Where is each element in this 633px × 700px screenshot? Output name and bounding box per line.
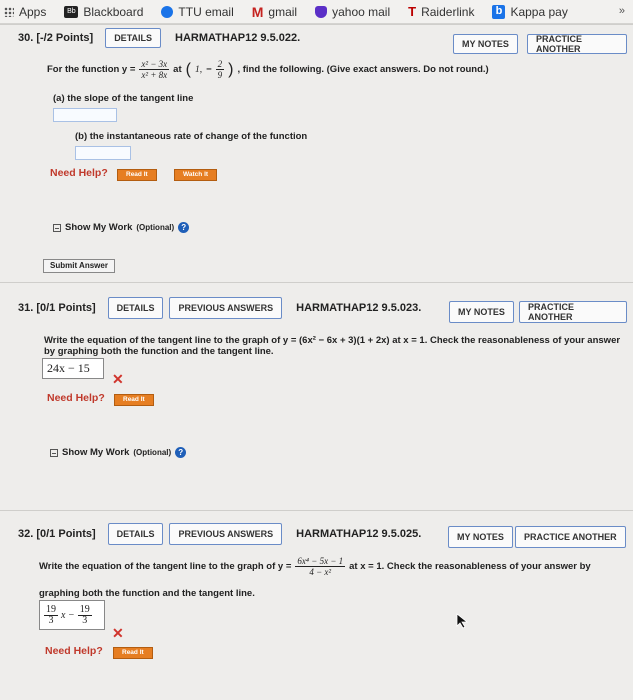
part-a-input[interactable] (53, 108, 117, 122)
details-button[interactable]: DETAILS (105, 28, 161, 48)
answer-input[interactable] (39, 600, 105, 630)
prompt-text: For the function y = (47, 64, 136, 75)
kappa-icon: b (492, 5, 505, 19)
bookmarks-bar (0, 0, 633, 24)
practice-another-button[interactable]: PRACTICE ANOTHER (527, 34, 627, 54)
yahoo-icon (315, 6, 327, 18)
show-work-label: Show My Work (62, 447, 130, 458)
bookmarks-overflow-chevron[interactable]: » (618, 5, 625, 17)
fraction-denominator: x² + 8x (141, 70, 168, 80)
read-it-button[interactable]: Read It (113, 647, 153, 659)
question-points: 32. [0/1 Points] (18, 528, 96, 540)
bookmark-blackboard[interactable] (64, 5, 143, 19)
read-it-button[interactable]: Read It (114, 394, 154, 406)
apps-grid-icon (4, 7, 14, 17)
fraction-denominator: 4 − x² (309, 567, 332, 577)
ttu-icon (161, 6, 173, 18)
my-notes-button[interactable]: MY NOTES (449, 301, 514, 323)
incorrect-x-icon: ✕ (112, 371, 124, 387)
function-fraction (139, 59, 169, 80)
fraction-denominator: 3 (48, 614, 54, 626)
prompt-text: at (173, 64, 182, 75)
bookmark-label: Raiderlink (421, 4, 475, 19)
bookmark-label: Kappa pay (510, 4, 568, 19)
fraction-numerator: 6x⁴ − 5x − 1 (297, 556, 344, 566)
bookmark-raiderlink[interactable] (408, 4, 474, 19)
bookmark-gmail[interactable] (252, 4, 297, 20)
part-b-input[interactable] (75, 146, 131, 160)
prompt-line: Write the equation of the tangent line to the graph of y = (6x² − 6x + 3)(1 + 2x) at x = 1. Check the reasonableness of your answer (44, 335, 621, 346)
show-work-label: Show My Work (65, 222, 133, 233)
question-32-header (18, 523, 421, 545)
watch-it-button[interactable]: Watch It (174, 169, 217, 181)
raiderlink-icon: T (408, 4, 417, 19)
need-help-label: Need Help? (50, 167, 108, 179)
my-notes-button[interactable]: MY NOTES (453, 34, 518, 54)
fraction-numerator: x² − 3x (141, 59, 168, 69)
question-30-panel (0, 24, 633, 282)
blackboard-icon: Bb (64, 6, 78, 18)
question-31-header (18, 297, 421, 319)
bookmark-kappa-pay[interactable] (492, 5, 567, 19)
bookmark-label: Blackboard (83, 4, 144, 19)
fraction-denominator: 9 (217, 70, 223, 80)
answer-input[interactable]: 24x − 15 (42, 358, 104, 379)
fraction-numerator: 19 (46, 603, 56, 615)
paren-close: ) (228, 60, 234, 78)
optional-label: (Optional) (133, 448, 172, 457)
my-notes-button[interactable]: MY NOTES (448, 526, 513, 548)
mouse-cursor-icon (456, 613, 470, 629)
question-code: HARMATHAP12 9.5.022. (175, 32, 301, 44)
prompt-text: at x = 1. Check the reasonableness of your answer by (349, 561, 591, 572)
question-31-panel (0, 282, 633, 510)
bookmark-label: gmail (268, 4, 298, 19)
answer-fraction (78, 605, 92, 626)
question-code: HARMATHAP12 9.5.025. (296, 528, 422, 540)
need-help-label: Need Help? (47, 392, 105, 404)
help-info-icon[interactable]: ? (175, 447, 186, 458)
expand-icon (50, 449, 58, 457)
fraction-numerator: 2 (217, 59, 223, 69)
show-my-work-toggle[interactable] (50, 447, 186, 458)
bookmark-label: TTU email (178, 4, 234, 19)
answer-x-term: x − (61, 609, 75, 621)
bookmark-ttu-email[interactable] (161, 5, 233, 19)
previous-answers-button[interactable]: PREVIOUS ANSWERS (169, 297, 282, 319)
help-info-icon[interactable]: ? (178, 222, 189, 233)
show-my-work-toggle[interactable] (53, 222, 189, 233)
gmail-icon: M (251, 3, 264, 20)
bookmark-apps[interactable] (4, 5, 46, 19)
practice-another-button[interactable]: PRACTICE ANOTHER (519, 301, 627, 323)
point-fraction (216, 59, 225, 80)
question-31-prompt (44, 335, 624, 357)
details-button[interactable]: DETAILS (108, 297, 164, 319)
paren-open: ( (185, 60, 191, 78)
question-points: 30. [-/2 Points] (18, 32, 94, 44)
fraction-denominator: 3 (82, 614, 88, 626)
incorrect-x-icon: ✕ (112, 625, 124, 641)
prompt-text: , find the following. (Give exact answers. Do not round.) (237, 64, 489, 75)
previous-answers-button[interactable]: PREVIOUS ANSWERS (169, 523, 282, 545)
details-button[interactable]: DETAILS (108, 523, 164, 545)
minus-sign: − (206, 64, 212, 75)
question-30-header (18, 28, 300, 48)
bookmark-label: Apps (19, 4, 47, 19)
function-fraction (295, 556, 345, 577)
prompt-line: graphing both the function and the tangent line. (39, 588, 255, 599)
part-a-label: (a) the slope of the tangent line (53, 93, 194, 104)
question-32-panel (0, 510, 633, 700)
part-b-label: (b) the instantaneous rate of change of the function (75, 131, 308, 142)
question-32-prompt (39, 556, 591, 577)
answer-fraction (44, 605, 58, 626)
prompt-line: by graphing both the function and the tangent line. (44, 346, 274, 357)
expand-icon (53, 224, 61, 232)
read-it-button[interactable]: Read It (117, 169, 157, 181)
bookmark-label: yahoo mail (332, 4, 391, 19)
submit-answer-button[interactable]: Submit Answer (43, 259, 115, 273)
practice-another-button[interactable]: PRACTICE ANOTHER (515, 526, 626, 548)
question-code: HARMATHAP12 9.5.023. (296, 302, 422, 314)
optional-label: (Optional) (136, 223, 175, 232)
fraction-numerator: 19 (79, 603, 90, 615)
question-30-prompt (47, 59, 489, 80)
need-help-label: Need Help? (45, 645, 103, 657)
prompt-text: Write the equation of the tangent line to the graph of y = (39, 561, 292, 572)
question-points: 31. [0/1 Points] (18, 302, 96, 314)
point-x: 1, (194, 64, 203, 75)
bookmark-yahoo-mail[interactable] (315, 5, 390, 19)
